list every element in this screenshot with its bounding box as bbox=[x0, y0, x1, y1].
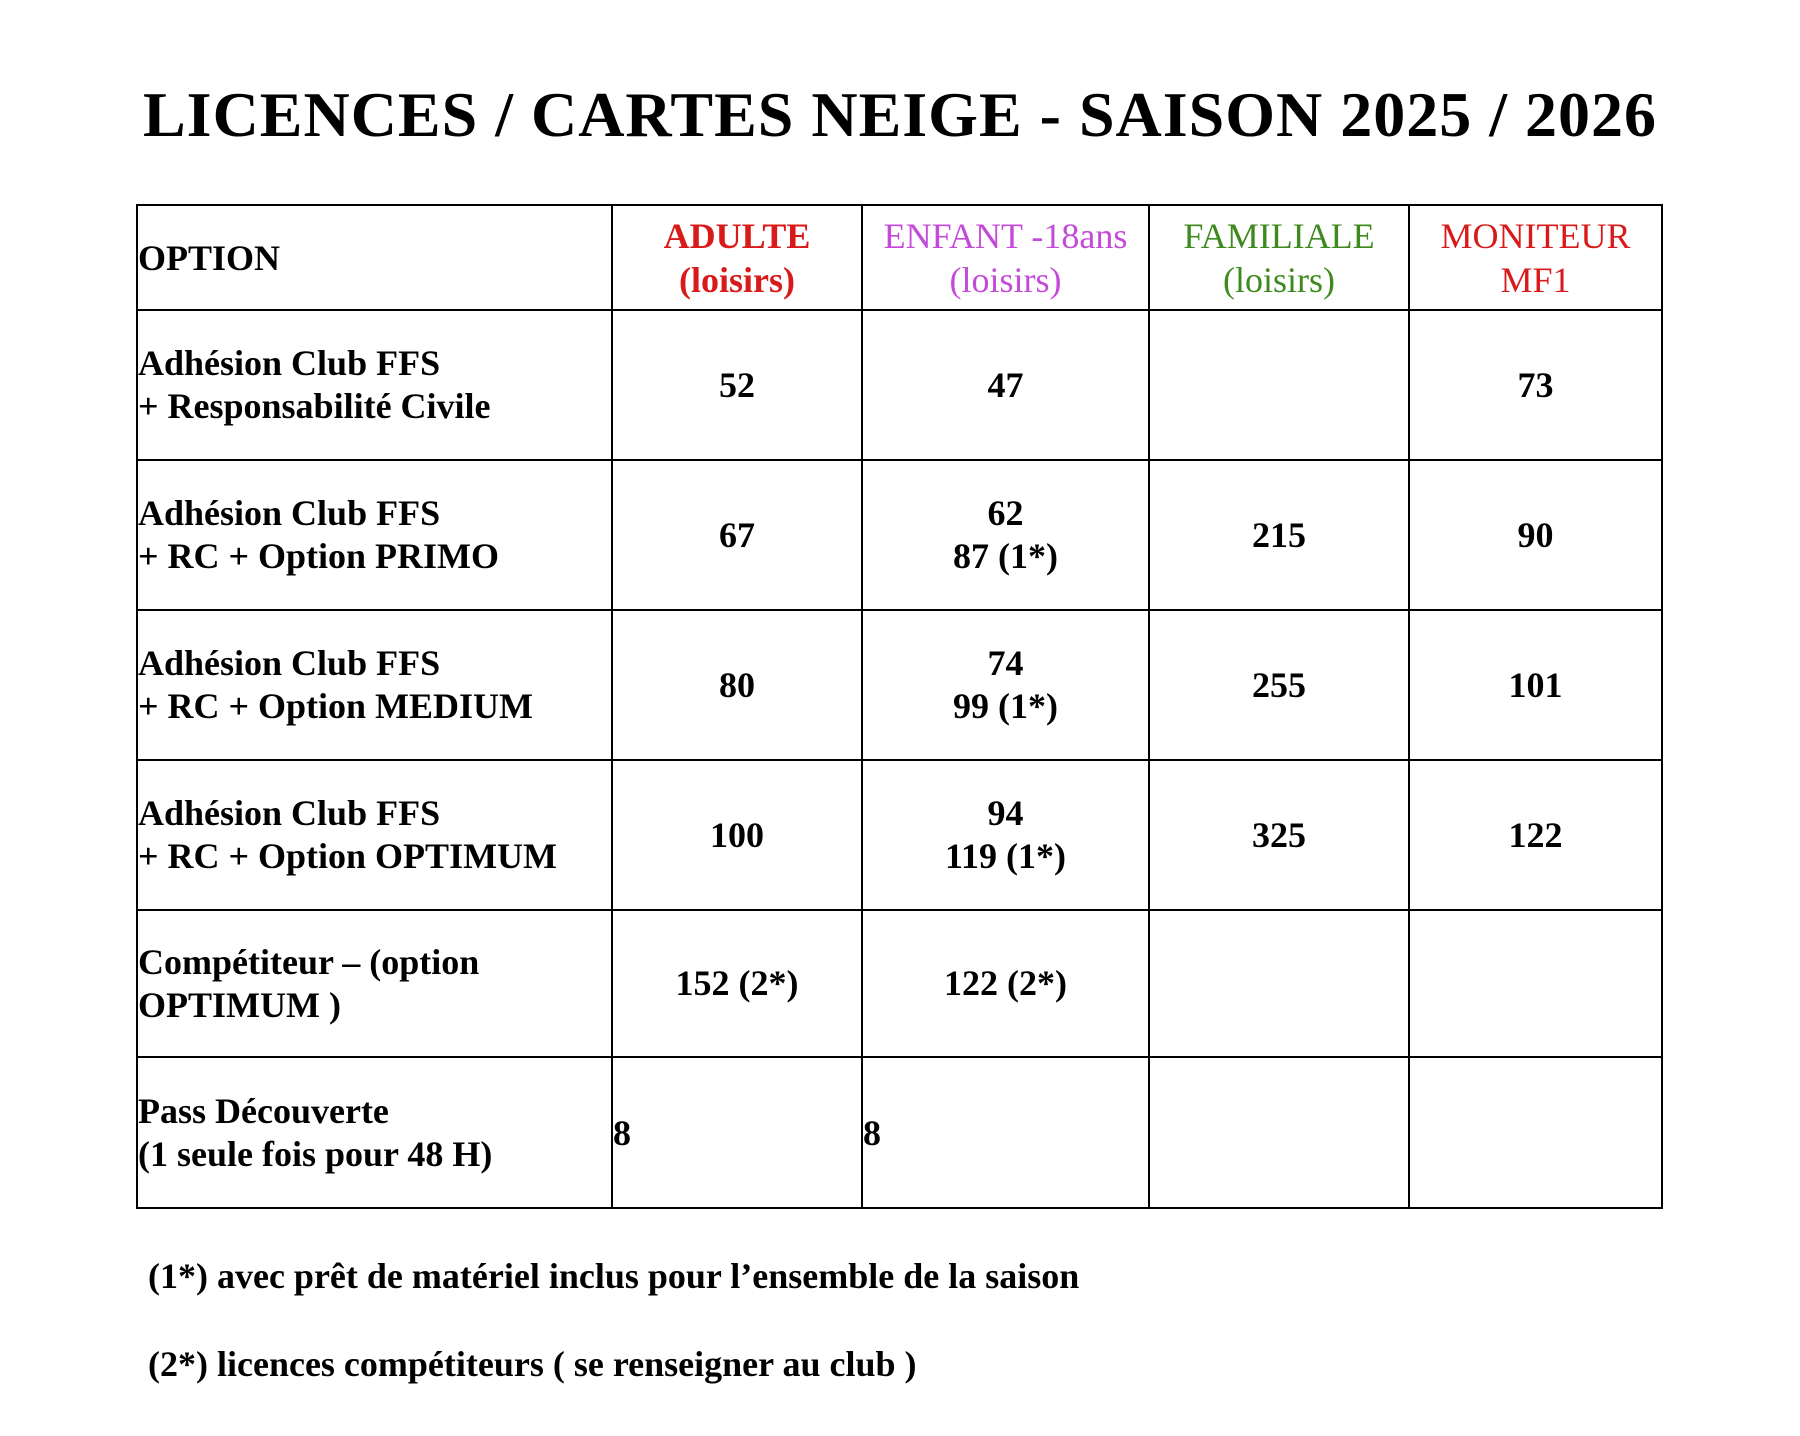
header-enfant bbox=[862, 205, 1149, 310]
row-option-cell bbox=[137, 760, 612, 910]
cell-moniteur bbox=[1409, 310, 1662, 460]
cell-value-with-equipment: 87 (1*) bbox=[953, 536, 1058, 576]
table-row bbox=[137, 460, 1662, 610]
header-adulte bbox=[612, 205, 862, 310]
row-option-line-1: Compétiteur – (option bbox=[138, 941, 480, 982]
pricing-table bbox=[136, 204, 1663, 1209]
cell-value: 152 (2*) bbox=[675, 963, 799, 1003]
cell-moniteur bbox=[1409, 910, 1662, 1057]
row-option-cell bbox=[137, 1057, 612, 1208]
row-option-cell bbox=[137, 610, 612, 760]
header-familiale-line-2: (loisirs) bbox=[1223, 259, 1335, 300]
table-row bbox=[137, 610, 1662, 760]
cell-value: 74 bbox=[987, 643, 1024, 683]
cell-value: 47 bbox=[987, 364, 1024, 405]
cell-value: 90 bbox=[1517, 514, 1554, 555]
header-moniteur bbox=[1409, 205, 1662, 310]
header-familiale bbox=[1149, 205, 1409, 310]
row-option-line-1: Adhésion Club FFS bbox=[138, 643, 441, 683]
cell-moniteur bbox=[1409, 610, 1662, 760]
row-option-cell bbox=[137, 910, 612, 1057]
cell-value: 94 bbox=[987, 793, 1024, 833]
cell-value-with-equipment: 119 (1*) bbox=[945, 836, 1066, 876]
table-row bbox=[137, 760, 1662, 910]
table-header-row bbox=[137, 205, 1662, 310]
cell-familiale bbox=[1149, 910, 1409, 1057]
footnote-1: (1*) avec prêt de matériel inclus pour l’ensemble de la saison bbox=[148, 1256, 1080, 1296]
row-option-line-2: + RC + Option MEDIUM bbox=[138, 686, 534, 726]
header-enfant-line-1: ENFANT -18ans bbox=[883, 215, 1128, 256]
cell-adulte bbox=[612, 310, 862, 460]
cell-familiale bbox=[1149, 460, 1409, 610]
header-adulte-line-1: ADULTE bbox=[663, 215, 811, 256]
cell-value: 100 bbox=[710, 814, 764, 855]
row-option-cell bbox=[137, 460, 612, 610]
cell-moniteur bbox=[1409, 460, 1662, 610]
row-option-line-1: Adhésion Club FFS bbox=[138, 493, 441, 533]
cell-value-with-equipment: 99 (1*) bbox=[953, 686, 1058, 726]
cell-value: 122 (2*) bbox=[944, 963, 1067, 1003]
header-familiale-line-1: FAMILIALE bbox=[1183, 215, 1375, 256]
cell-value: 122 bbox=[1508, 814, 1563, 855]
cell-value: 325 bbox=[1252, 814, 1306, 855]
cell-enfant bbox=[862, 760, 1149, 910]
cell-value: 80 bbox=[719, 664, 755, 705]
table-row bbox=[137, 310, 1662, 460]
cell-familiale bbox=[1149, 310, 1409, 460]
header-moniteur-line-1: MONITEUR bbox=[1440, 215, 1631, 256]
cell-familiale bbox=[1149, 1057, 1409, 1208]
cell-adulte bbox=[612, 460, 862, 610]
cell-adulte bbox=[612, 760, 862, 910]
row-option-line-1: Pass Découverte bbox=[138, 1090, 389, 1131]
cell-value: 215 bbox=[1252, 514, 1306, 555]
header-option: OPTION bbox=[137, 205, 612, 310]
cell-enfant: 8 bbox=[862, 1057, 1149, 1208]
cell-adulte bbox=[612, 910, 862, 1057]
cell-enfant bbox=[862, 910, 1149, 1057]
row-option-cell bbox=[137, 310, 612, 460]
page-title: LICENCES / CARTES NEIGE - SAISON 2025 / 2026 bbox=[142, 79, 1658, 150]
cell-enfant bbox=[862, 310, 1149, 460]
cell-adulte: 8 bbox=[612, 1057, 862, 1208]
cell-value: 73 bbox=[1517, 364, 1554, 405]
cell-value: 101 bbox=[1508, 664, 1563, 705]
table-row bbox=[137, 910, 1662, 1057]
header-adulte-line-2: (loisirs) bbox=[679, 259, 795, 300]
cell-familiale bbox=[1149, 610, 1409, 760]
cell-value: 67 bbox=[719, 514, 755, 555]
table-row bbox=[137, 1057, 1662, 1208]
cell-enfant bbox=[862, 610, 1149, 760]
cell-adulte bbox=[612, 610, 862, 760]
row-option-line-1: Adhésion Club FFS bbox=[138, 343, 441, 383]
row-option-line-2: (1 seule fois pour 48 H) bbox=[138, 1133, 493, 1174]
row-option-line-2: OPTIMUM ) bbox=[138, 984, 341, 1025]
cell-value: 52 bbox=[719, 364, 755, 405]
footnote-2: (2*) licences compétiteurs ( se renseigner au club ) bbox=[148, 1344, 917, 1384]
cell-value: 62 bbox=[987, 493, 1024, 533]
cell-familiale bbox=[1149, 760, 1409, 910]
header-moniteur-line-2: MF1 bbox=[1500, 259, 1571, 300]
row-option-line-2: + Responsabilité Civile bbox=[138, 386, 491, 426]
cell-value: 255 bbox=[1252, 664, 1306, 705]
cell-moniteur bbox=[1409, 1057, 1662, 1208]
row-option-line-1: Adhésion Club FFS bbox=[138, 793, 441, 833]
cell-enfant bbox=[862, 460, 1149, 610]
cell-moniteur bbox=[1409, 760, 1662, 910]
row-option-line-2: + RC + Option OPTIMUM bbox=[138, 836, 558, 876]
row-option-line-2: + RC + Option PRIMO bbox=[138, 536, 500, 576]
header-enfant-line-2: (loisirs) bbox=[949, 259, 1062, 300]
